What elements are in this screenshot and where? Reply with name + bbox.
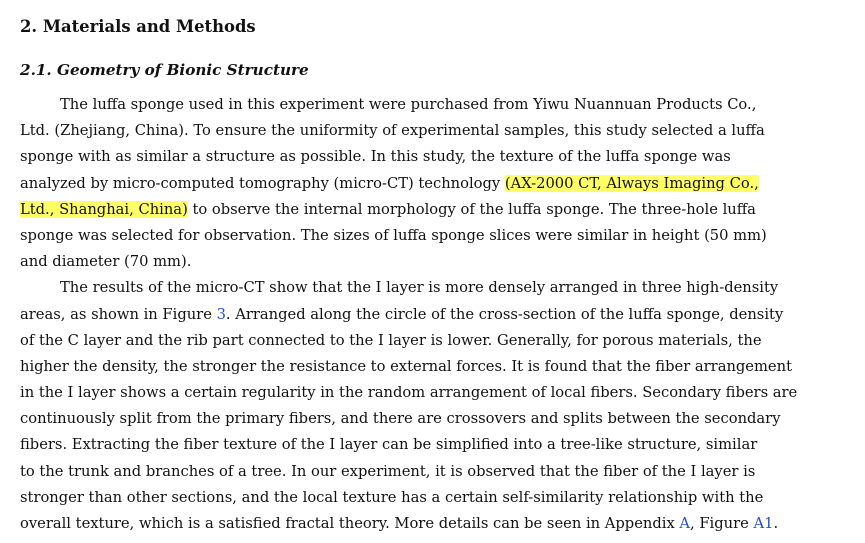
paragraph-1-line-6: sponge was selected for observation. The sizes of luffa sponge slices were similar in height (50 mm) — [20, 226, 767, 244]
subsection-title: Geometry of Bionic Structure — [57, 61, 309, 79]
paragraph-2 — [20, 275, 840, 537]
line-text: . — [773, 515, 779, 532]
paragraph-1-line-3: sponge with as similar a structure as possible. In this study, the texture of the luffa sponge was — [20, 148, 731, 166]
paragraph-2-line-1: The results of the micro-CT show that the I layer is more densely arranged in three high-density — [60, 279, 779, 297]
line-text: , Figure — [690, 515, 754, 532]
line-5-text: to observe the internal morphology of the luffa sponge. The three-hole luffa — [187, 200, 756, 218]
paragraph-2-line-6: continuously split from the primary fibers, and there are crossovers and splits between the secondary — [20, 410, 781, 428]
paragraph-1-line-1: The luffa sponge used in this experiment were purchased from Yiwu Nuannuan Products Co., — [60, 96, 757, 113]
line-text: overall texture, which is a satisfied fractal theory. More details can be seen in Appendix — [20, 515, 680, 532]
paragraph-2-line-9: stronger than other sections, and the local texture has a certain self-similarity relationship with the — [20, 488, 764, 506]
paragraph-2-line-2 — [20, 302, 840, 328]
paragraph-2-line-4: higher the density, the stronger the resistance to external forces. It is found that the fiber arrangement — [20, 357, 792, 375]
section-number: 2. — [20, 17, 38, 36]
section-heading — [20, 12, 840, 40]
paragraph-2-line-3: of the C layer and the rib part connected to the I layer is lower. Generally, for porous materials, the — [20, 331, 762, 349]
paragraph-1-line-5 — [20, 197, 840, 223]
paragraph-1 — [20, 92, 840, 275]
paragraph-2-line-5: in the I layer shows a certain regularity in the random arrangement of local fibers. Secondary fibers are — [20, 384, 798, 402]
paragraph-1-line-7: and diameter (70 mm). — [20, 253, 192, 271]
highlighted-citation-part-1: (AX-2000 CT, Always Imaging Co., — [504, 174, 759, 192]
subsection-number: 2.1. — [20, 61, 52, 79]
highlighted-citation-part-2: Ltd., Shanghai, China) — [20, 200, 188, 218]
subsection-heading — [20, 57, 840, 83]
figure-a1-link[interactable]: A1 — [753, 515, 774, 532]
paragraph-1-line-4 — [20, 171, 840, 197]
section-title: Materials and Methods — [42, 17, 256, 36]
paragraph-1-line-2: Ltd. (Zhejiang, China). To ensure the uniformity of experimental samples, this study selected a luffa — [20, 122, 765, 140]
paper-page — [20, 12, 840, 537]
line-text: areas, as shown in Figure — [20, 305, 217, 323]
paragraph-2-line-7: fibers. Extracting the fiber texture of the I layer can be simplified into a tree-like structure, similar — [20, 436, 758, 454]
body-text — [20, 92, 840, 537]
paragraph-2-line-8: to the trunk and branches of a tree. In our experiment, it is observed that the fiber of the I layer is — [20, 462, 756, 480]
line-4-text: analyzed by micro-computed tomography (micro-CT) technology — [20, 174, 505, 192]
line-text: . Arranged along the circle of the cross-section of the luffa sponge, density — [225, 305, 784, 323]
figure-3-link[interactable]: 3 — [216, 305, 226, 323]
appendix-a-link[interactable]: A — [679, 515, 691, 532]
paragraph-2-line-10 — [20, 511, 840, 537]
